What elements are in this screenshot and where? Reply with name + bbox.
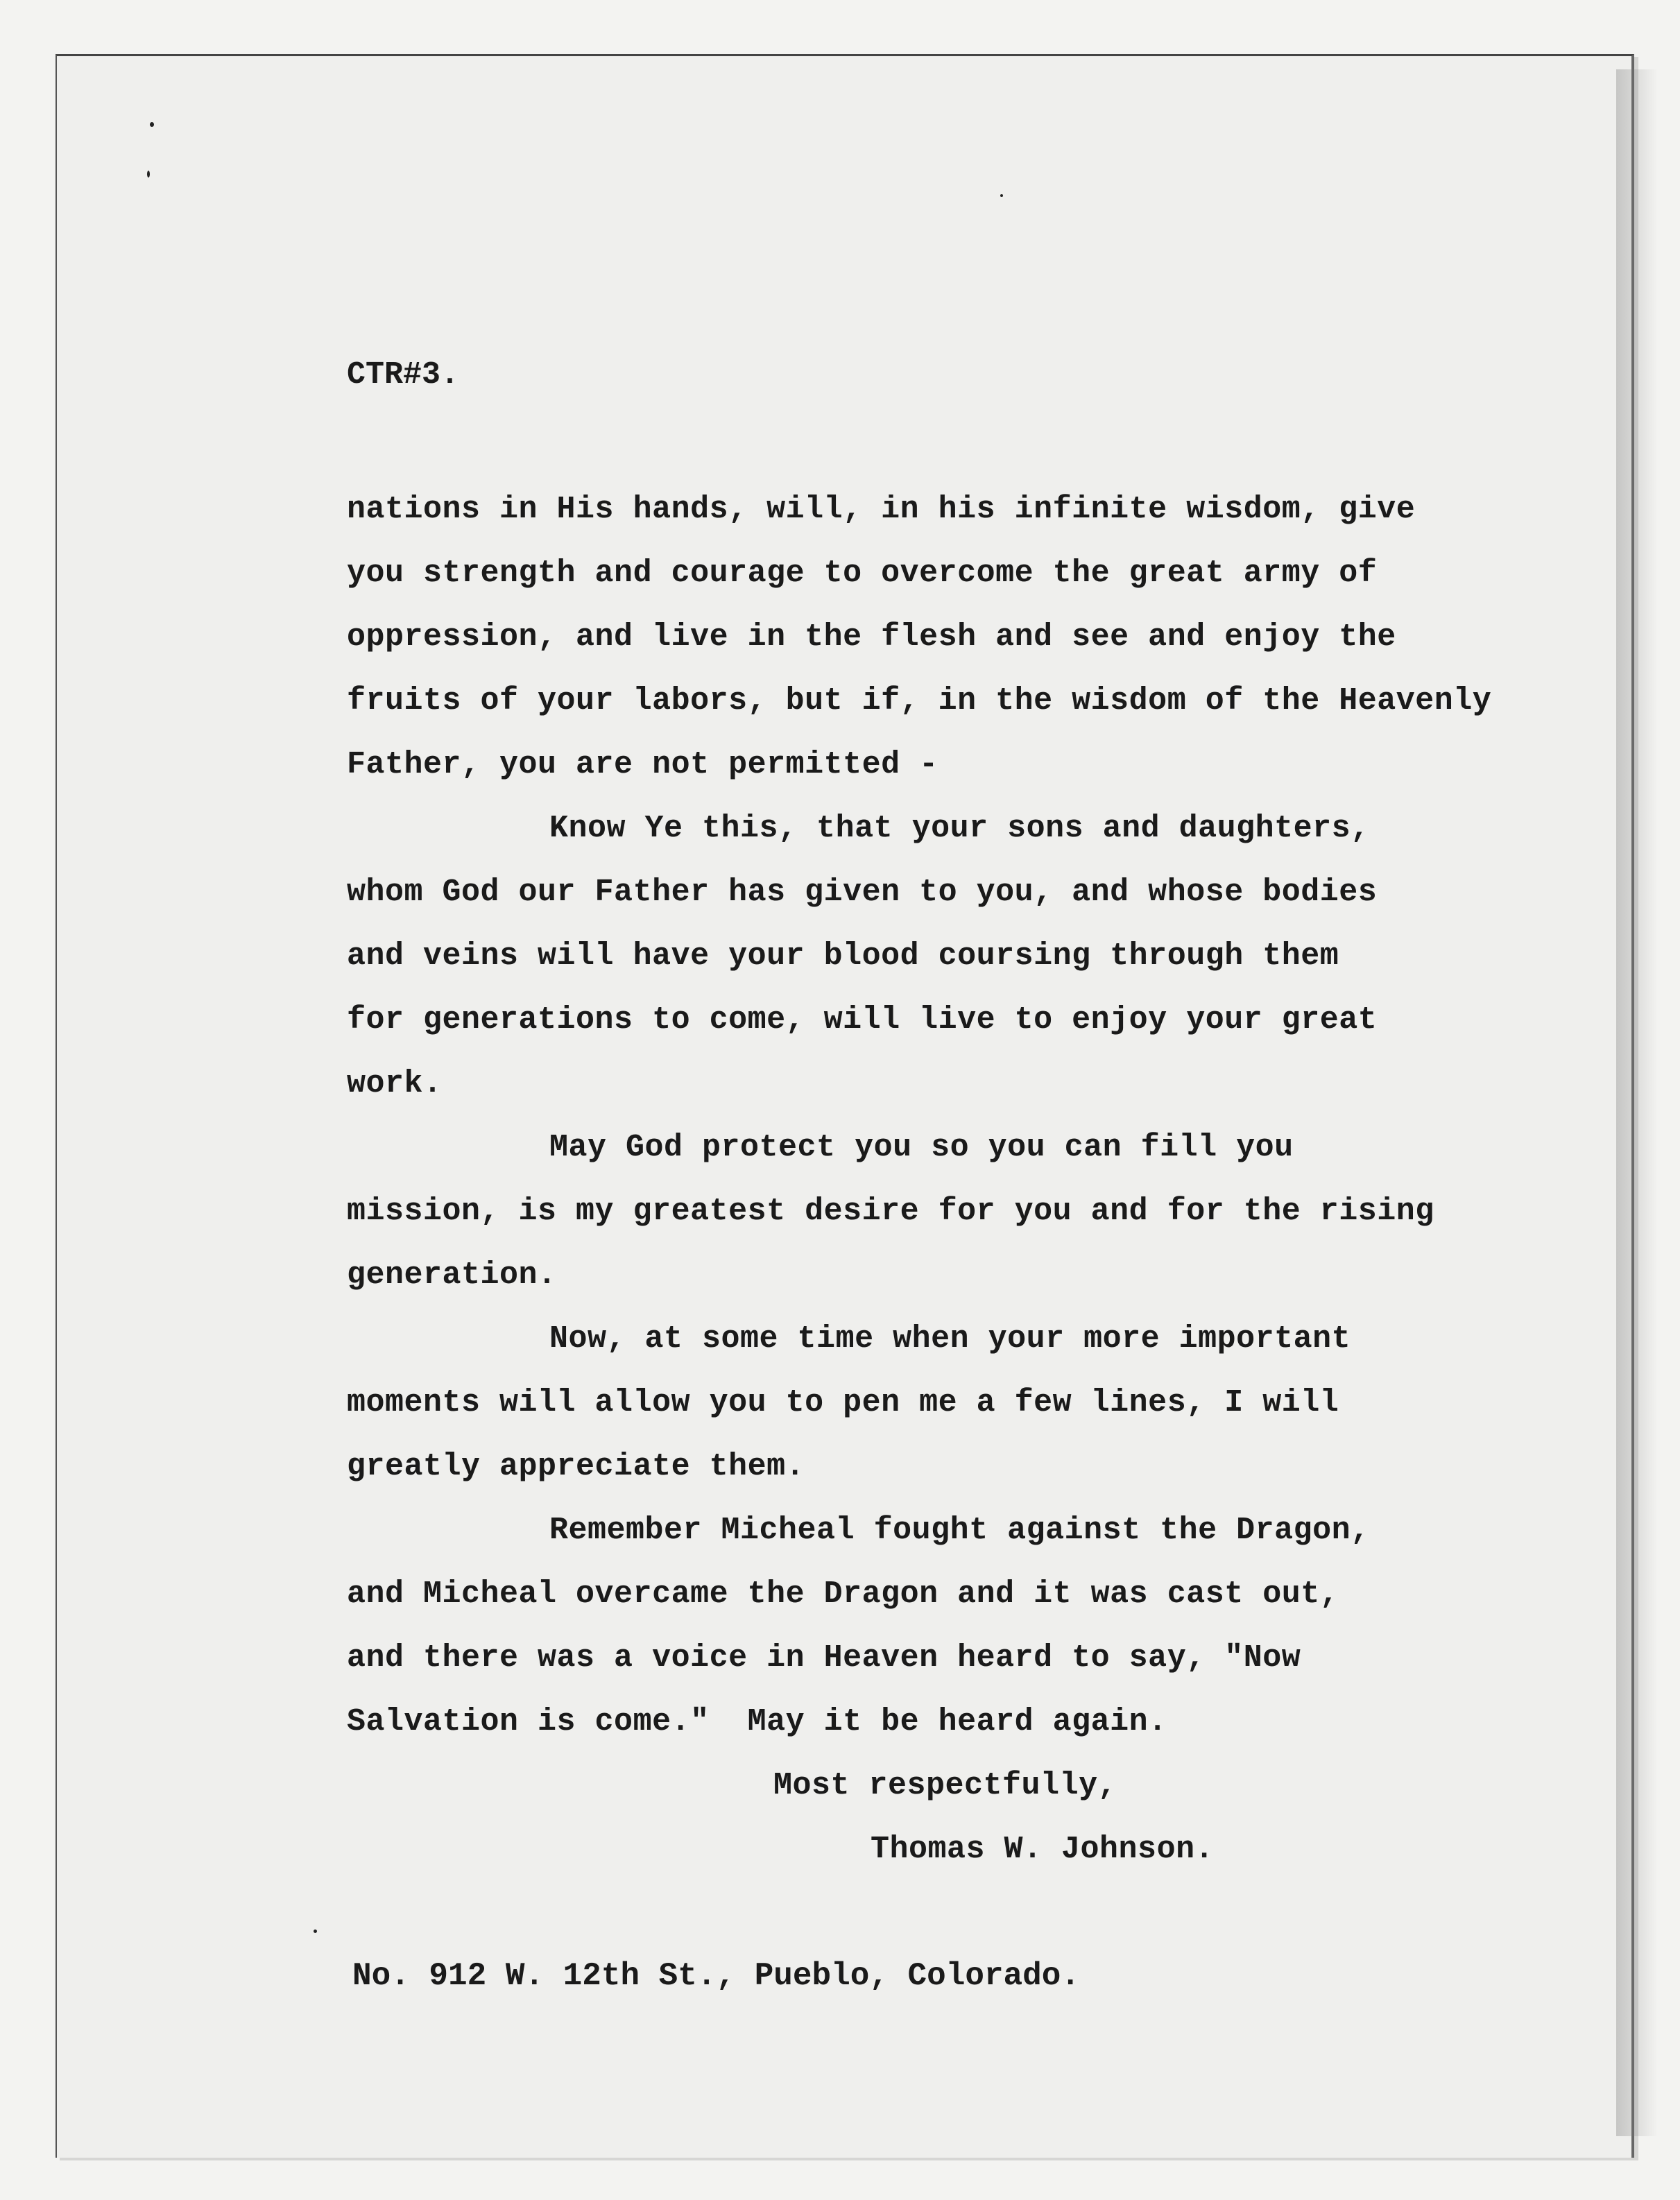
reference-number: CTR#3.	[347, 357, 460, 393]
body-line: generation.	[347, 1257, 557, 1293]
body-line: Remember Micheal fought against the Dragon,	[549, 1513, 1370, 1548]
ink-speck	[150, 122, 154, 127]
body-line: and there was a voice in Heaven heard to say, "Now	[347, 1640, 1301, 1676]
body-line: greatly appreciate them.	[347, 1449, 805, 1484]
body-line: mission, is my greatest desire for you and for the rising	[347, 1194, 1434, 1229]
body-line: Know Ye this, that your sons and daughters,	[549, 811, 1370, 846]
sender-address: No. 912 W. 12th St., Pueblo, Colorado.	[352, 1958, 1080, 1994]
complimentary-close: Most respectfully,	[773, 1768, 1117, 1803]
body-line: fruits of your labors, but if, in the wisdom of the Heavenly	[347, 683, 1492, 719]
body-line: Now, at some time when your more important	[549, 1321, 1351, 1357]
body-line: and veins will have your blood coursing through them	[347, 938, 1339, 974]
ink-speck	[147, 171, 150, 178]
body-line: nations in His hands, will, in his infinite wisdom, give	[347, 492, 1416, 527]
body-line: moments will allow you to pen me a few lines, I will	[347, 1385, 1339, 1420]
ink-speck	[1000, 194, 1003, 197]
ink-speck	[314, 1930, 317, 1933]
body-line: you strength and courage to overcome the great army of	[347, 556, 1378, 591]
page-edge-shadow	[1616, 69, 1658, 2136]
body-line: and Micheal overcame the Dragon and it was cast out,	[347, 1576, 1339, 1612]
body-line: for generations to come, will live to enjoy your great	[347, 1002, 1378, 1038]
body-line: Father, you are not permitted -	[347, 747, 938, 782]
body-line: May God protect you so you can fill you	[549, 1130, 1294, 1165]
body-line: oppression, and live in the flesh and see and enjoy the	[347, 619, 1396, 655]
body-line: work.	[347, 1066, 443, 1101]
signature-name: Thomas W. Johnson.	[871, 1832, 1215, 1867]
body-line: whom God our Father has given to you, and whose bodies	[347, 875, 1378, 910]
letter-body	[347, 478, 1491, 1882]
body-line: Salvation is come." May it be heard again.	[347, 1704, 1167, 1739]
